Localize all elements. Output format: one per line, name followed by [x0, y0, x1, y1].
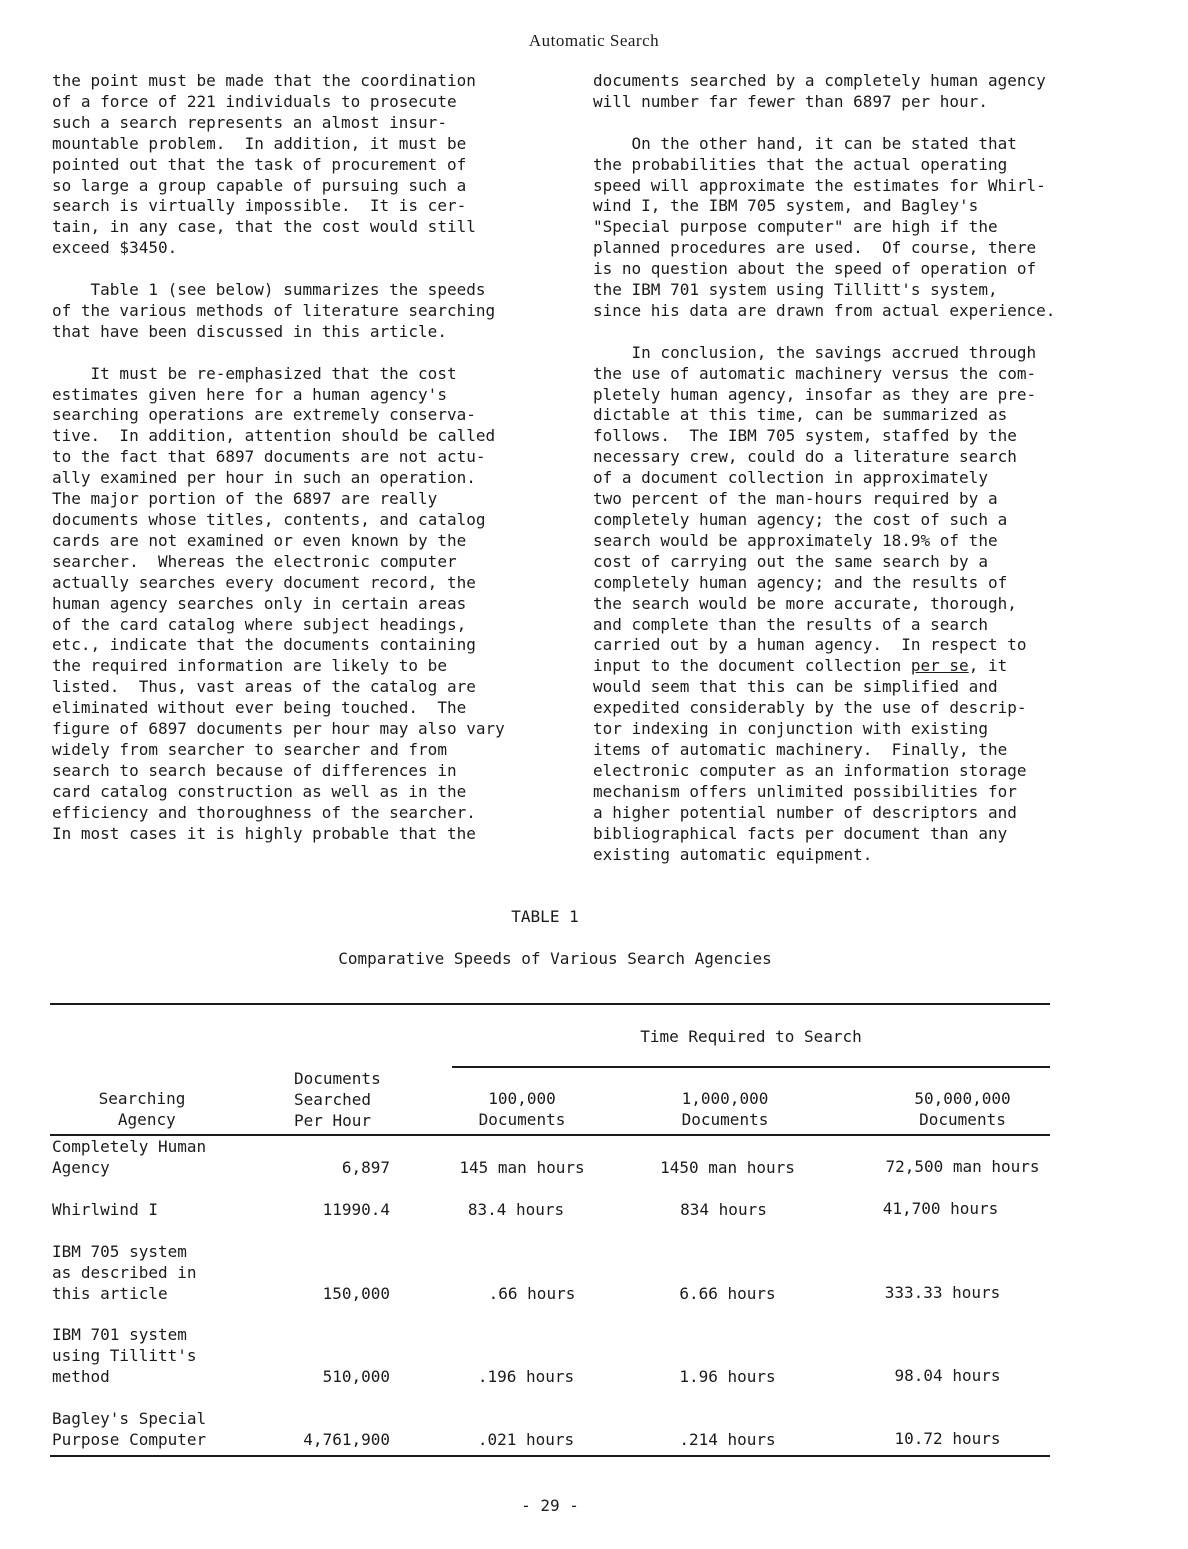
table-row-agency: IBM 701 system using Tillitt's method	[52, 1325, 197, 1386]
table-row-100k: 145 man hours	[459, 1158, 585, 1177]
paragraph: It must be re-emphasized that the cost estimates given here for a human agency's searching operations are extremely conserva- tive. In addition, attention should be called to the fact that 6897 documents are not actu- ally examined per hour in such an operation. The major portion of the 6897 are really documents whose titles, contents, and catalog cards are not examined or even known by the searcher. Whereas the electronic computer actually searches every document record, the human agency searches only in certain areas of the card catalog where subject headings, etc., indicate that the documents containing the required information are likely to be listed. Thus, vast areas of the catalog are eliminated without ever being touched. The figure of 6897 documents per hour may also vary widely from searcher to searcher and from search to search because of differences in card catalog construction as well as in the efficiency and thoroughness of the searcher. In most cases it is highly probable that the	[52, 363, 505, 843]
header-bottom-rule	[50, 1134, 1050, 1136]
left-column	[52, 71, 552, 845]
paragraph: documents searched by a completely human agency will number far fewer than 6897 per hour.	[593, 71, 1046, 111]
table-row-agency: Completely Human Agency	[52, 1137, 207, 1177]
table-row-50m: 10.72 hours	[894, 1429, 1001, 1448]
paragraph-text: In conclusion, the savings accrued through the use of automatic machinery versus the com- pletely human agency, insofar as they are pre- dictable at this time, can be summarized as follows. The IBM 705 system, staffed by the necessary crew, could do a literature search of a document collection in approximately two percent of the man-hours required by a completely human agency; the cost of such a search would be approximately 18.9% of the cost of carrying out the same search by a completely human agency; and the results of the search would be more accurate, thorough, and complete than the results of a search carried out by a human agency. In respect to input to the document collection	[593, 342, 1037, 676]
table-row-agency: IBM 705 system as described in this article	[52, 1242, 197, 1303]
table-row-agency: Bagley's Special Purpose Computer	[52, 1409, 207, 1449]
table-row-rate: 6,897	[341, 1158, 390, 1177]
table-row-50m: 333.33 hours	[884, 1283, 1001, 1302]
column-header-agency: Searching Agency	[98, 1089, 186, 1129]
table-row-1m: 6.66 hours	[679, 1284, 776, 1303]
table-label: TABLE 1	[511, 907, 579, 926]
table-row-50m: 41,700 hours	[882, 1199, 999, 1218]
paragraph	[593, 343, 1113, 866]
table-row-rate: 510,000	[322, 1367, 390, 1386]
table-title: Comparative Speeds of Various Search Agencies	[338, 949, 772, 968]
table-row-50m: 98.04 hours	[894, 1366, 1001, 1385]
table-row-100k: .66 hours	[488, 1284, 576, 1303]
running-header: Automatic Search	[528, 31, 660, 50]
column-header-1m: 1,000,000 Documents	[681, 1089, 769, 1129]
column-header-100k: 100,000 Documents	[478, 1089, 566, 1129]
paragraph: Table 1 (see below) summarizes the speeds of the various methods of literature searching that have been discussed in this article.	[52, 280, 496, 341]
table-row-rate: 11990.4	[322, 1200, 390, 1219]
table-row-100k: .196 hours	[477, 1367, 575, 1386]
group-header-time-required: Time Required to Search	[640, 1027, 862, 1046]
table-row-rate: 150,000	[322, 1284, 390, 1303]
table-row-100k: 83.4 hours	[467, 1200, 565, 1219]
right-column	[593, 71, 1113, 865]
table-row-50m: 72,500 man hours	[885, 1157, 1040, 1176]
table-bottom-rule	[50, 1455, 1050, 1457]
group-header-rule	[452, 1066, 1050, 1068]
table-row-1m: 834 hours	[680, 1200, 767, 1219]
table-row-1m: 1450 man hours	[660, 1158, 795, 1177]
table-row-1m: 1.96 hours	[679, 1367, 776, 1386]
page-number: - 29 -	[521, 1496, 579, 1515]
table-row-1m: .214 hours	[679, 1430, 776, 1449]
table-row-100k: .021 hours	[477, 1430, 575, 1449]
paragraph: On the other hand, it can be stated that the probabilities that the actual operating speed will approximate the estimates for Whirl- wind I, the IBM 705 system, and Bagley's "Special purpose computer" are high if the planned procedures are used. Of course, there is no question about the speed of operation of the IBM 701 system using Tillitt's system, since his data are drawn from actual experience.	[593, 133, 1056, 320]
paragraph-text: , it would seem that this can be simplified and expedited considerably by the use of descrip- tor indexing in conjunction with existing items of automatic machinery. Finally, the electronic computer as an information storage mechanism offers unlimited possibilities for a higher potential number of descriptors and bibliographical facts per document than any existing automatic equipment.	[593, 656, 1027, 864]
table-row-agency: Whirlwind I	[52, 1200, 158, 1219]
emphasis-per-se: per se	[910, 656, 969, 676]
table-row-rate: 4,761,900	[303, 1430, 390, 1449]
table-top-rule	[50, 1003, 1050, 1005]
paragraph: the point must be made that the coordination of a force of 221 individuals to prosecute such a search represents an almost insur- mountable problem. In addition, it must be pointed out that the task of procurement of so large a group capable of pursuing such a search is virtually impossible. It is cer- tain, in any case, that the cost would still exceed $3450.	[52, 71, 476, 258]
column-header-50m: 50,000,000 Documents	[914, 1089, 1011, 1129]
column-header-rate: Documents Searched Per Hour	[294, 1069, 381, 1130]
